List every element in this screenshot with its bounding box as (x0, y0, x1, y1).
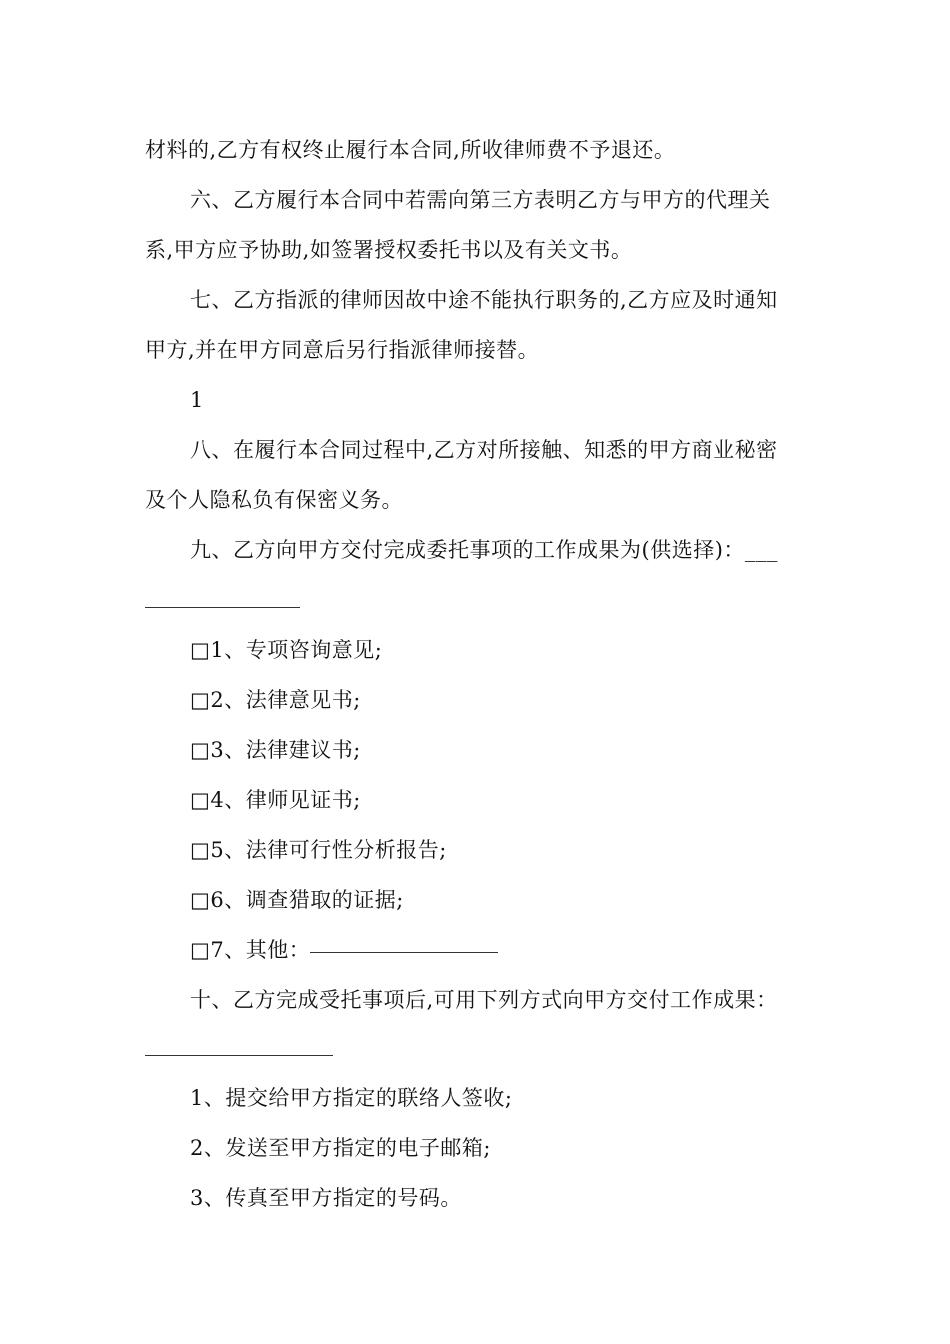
delivery-item: 2、发送至甲方指定的电子邮箱; (190, 1136, 491, 1160)
clause-six-line-2: 系,甲方应予协助,如签署授权委托书以及有关文书。 (145, 238, 633, 262)
clause-six-line-1: 六、乙方履行本合同中若需向第三方表明乙方与甲方的代理关 (190, 188, 771, 212)
blank-underline (145, 1055, 333, 1056)
option-item: □2、法律意见书; (190, 688, 361, 712)
option-item: □3、法律建议书; (190, 738, 361, 762)
page-number: 1 (190, 388, 204, 412)
blank-underline (145, 607, 300, 608)
clause-eight-line-1: 八、在履行本合同过程中,乙方对所接触、知悉的甲方商业秘密 (190, 438, 778, 462)
paragraph-line: 材料的,乙方有权终止履行本合同,所收律师费不予退还。 (145, 138, 676, 162)
clause-seven-line-2: 甲方,并在甲方同意后另行指派律师接替。 (145, 338, 540, 362)
clause-ten-line: 十、乙方完成受托事项后,可用下列方式向甲方交付工作成果： (190, 988, 778, 1012)
option-item: □6、调查猎取的证据; (190, 888, 404, 912)
option-item: □1、专项咨询意见; (190, 638, 383, 662)
option-item: □5、法律可行性分析报告; (190, 838, 447, 862)
clause-seven-line-1: 七、乙方指派的律师因故中途不能执行职务的,乙方应及时通知 (190, 288, 778, 312)
option-item: □4、律师见证书; (190, 788, 361, 812)
option-other-label: □7、其他： (190, 938, 311, 962)
clause-nine-line: 九、乙方向甲方交付完成委托事项的工作成果为(供选择)：___ (190, 538, 778, 562)
delivery-item: 3、传真至甲方指定的号码。 (190, 1186, 462, 1210)
clause-eight-line-2: 及个人隐私负有保密义务。 (145, 488, 403, 512)
blank-underline (310, 952, 498, 953)
delivery-item: 1、提交给甲方指定的联络人签收; (190, 1086, 513, 1110)
option-item-other (190, 935, 810, 965)
